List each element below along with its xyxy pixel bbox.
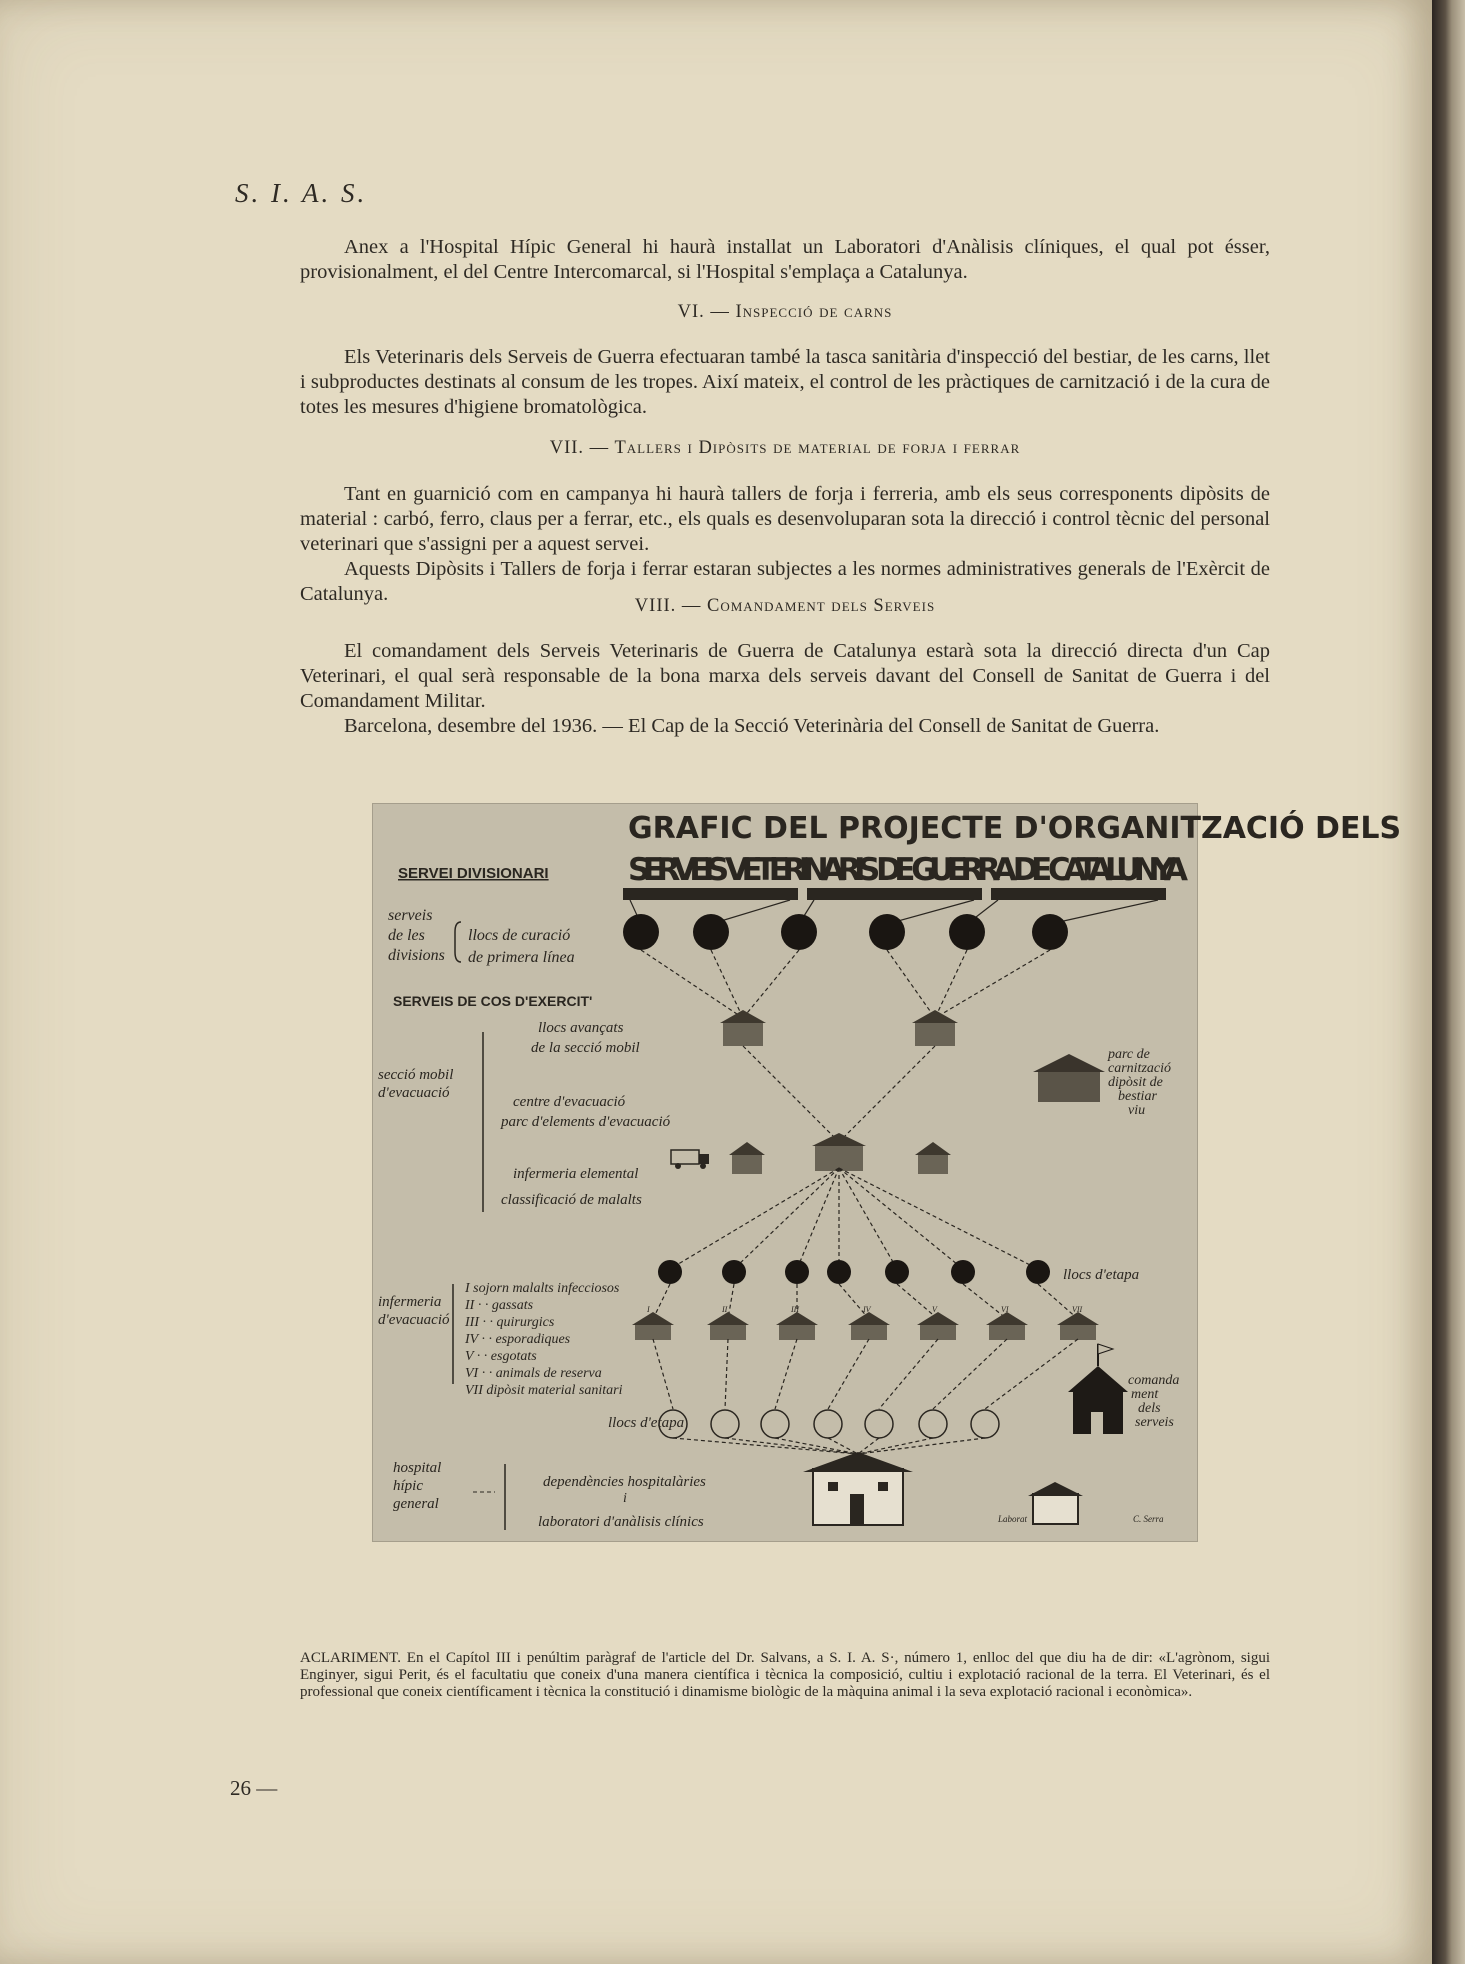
- lloc-etapa-circle: [827, 1260, 851, 1284]
- infermeria-item: III · · quirurgics: [465, 1315, 555, 1330]
- connector-line: [670, 1168, 839, 1269]
- infermeria-item: I sojorn malalts infecciosos: [465, 1281, 620, 1296]
- lloc-etapa-open-circle: [971, 1410, 999, 1438]
- paragraph-text: Tant en guarnició com en campanya hi haurà tallers de forja i ferreria, amb els seus corresponents dipòsits de material : carbó, ferro, claus per a ferrar, etc., els quals es desenvoluparan sota la direcció i control tècnic del personal veterinari que s'assigni per a aquest servei.: [300, 483, 1270, 555]
- connector-line: [1050, 900, 1158, 924]
- seccio-mobil-1: secció mobil: [378, 1067, 454, 1083]
- lloc-etapa-circle: [785, 1260, 809, 1284]
- dependencies-1: dependències hospitalàries: [543, 1474, 706, 1490]
- roman-numeral: III: [791, 1305, 799, 1314]
- infermeria-evacuacio-house-roof: [917, 1312, 959, 1325]
- connector-line: [775, 1339, 797, 1409]
- laboratori-building-icon: [1028, 1482, 1083, 1524]
- section-vii-body: [300, 482, 1270, 607]
- paragraph-text: Els Veterinaris dels Serveis de Guerra efectuaran també la tasca sanitària d'inspecció del bestiar, de les carns, llet i subproductes destinats al consum de les tropes. Així mateix, el control de les pràctiques de carnització i de la cura de totes les mesures d'higiene bromatològica.: [300, 346, 1270, 418]
- lloc-etapa-open-circle: [919, 1410, 947, 1438]
- roman-numeral: II: [722, 1305, 728, 1314]
- infermeria-item: II · · gassats: [465, 1298, 534, 1313]
- comandament-2: ment: [1131, 1387, 1159, 1402]
- serveis-label-3: divisions: [388, 947, 445, 964]
- infermeria-evacuacio-house: [851, 1324, 887, 1340]
- connector-line: [775, 1438, 858, 1454]
- hospital-building-icon: [803, 1452, 913, 1525]
- connector-line: [935, 950, 1050, 1018]
- infermeria-house-roof: [729, 1142, 765, 1155]
- seccio-mobil-house: [915, 1022, 955, 1046]
- connector-line: [734, 1168, 839, 1269]
- lloc-etapa-open-circle: [711, 1410, 739, 1438]
- connector-line: [839, 1046, 935, 1142]
- lloc-etapa-circle: [951, 1260, 975, 1284]
- centre-evacuacio-house: [815, 1145, 863, 1171]
- paragraph-text: Aquests Dipòsits i Tallers de forja i ferrar estaran subjectes a les normes administratives generals de l'Exèrcit de Catalunya.: [300, 558, 1270, 605]
- binding-spine: [1432, 0, 1465, 1964]
- llocs-etapa-right: llocs d'etapa: [1063, 1267, 1140, 1283]
- seccio-mobil-house-roof: [720, 1010, 766, 1023]
- parc-elements-house-roof: [915, 1142, 951, 1155]
- section-heading-vii: VII. — Tallers i Dipòsits de material de forja i ferrar: [549, 438, 1021, 458]
- llocs-curacio-2: de primera línea: [468, 949, 575, 966]
- lloc-etapa-open-circle: [814, 1410, 842, 1438]
- centre-evacuacio-2: parc d'elements d'evacuació: [501, 1114, 671, 1130]
- infermeria-evacuacio-house: [779, 1324, 815, 1340]
- title-bar-1: [623, 888, 798, 900]
- section-heading-viii: VIII. — Comandament dels Serveis: [634, 596, 936, 616]
- connector-line: [933, 1339, 1007, 1409]
- lloc-etapa-circle: [1026, 1260, 1050, 1284]
- parc-carnitzacio-building-icon: [1033, 1054, 1105, 1102]
- infermeria-item: IV · · esporadiques: [465, 1332, 571, 1347]
- section-vi-body: [300, 345, 1270, 420]
- lloc-etapa-circle: [885, 1260, 909, 1284]
- paragraph-laboratori: [300, 235, 1270, 285]
- title-bar-2: [807, 888, 982, 900]
- connector-line: [641, 950, 743, 1018]
- serveis-label-2: de les: [388, 927, 425, 944]
- signature: C. Serra: [1133, 1514, 1164, 1524]
- infermeria-items-list: [464, 1281, 623, 1398]
- hospital-2: hípic: [393, 1478, 423, 1494]
- roman-numeral: VI: [1001, 1305, 1009, 1314]
- connector-line: [935, 950, 967, 1018]
- primera-linea-circle: [693, 914, 729, 950]
- roman-numeral: VII: [1072, 1305, 1083, 1314]
- aclariment-note: ACLARIMENT. En el Capítol III i penúltim paràgraf de l'article del Dr. Salvans, a S. I. A. S·, número 1, enlloc del que diu ha de dir: «L'agrònom, sigui Enginyer, sigui Perit, és el facultatiu que coneix d'una manera científica i tècnica la composició, cultiu i explotació racional de la terra. El Veterinari, és el professional que coneix científicament i tècnica la constitució i dinamisme biològic de la màquina animal i la seva explotació racional i econòmica».: [300, 1650, 1270, 1700]
- serveis-label-1: serveis: [388, 907, 433, 924]
- infermeria-evacuacio-house: [989, 1324, 1025, 1340]
- seccio-mobil-house-roof: [912, 1010, 958, 1023]
- ambulance-icon: [671, 1150, 709, 1169]
- seccio-mobil-house: [723, 1022, 763, 1046]
- page-header: S. I. A. S.: [235, 178, 368, 208]
- connector-line: [743, 1046, 839, 1142]
- roman-numeral: I: [647, 1305, 650, 1314]
- infermeria-item: VI · · animals de reserva: [465, 1366, 602, 1381]
- centre-evacuacio-1: centre d'evacuació: [513, 1094, 626, 1110]
- comandament-building-icon: [1068, 1344, 1128, 1434]
- comandament-1: comanda: [1128, 1373, 1180, 1388]
- lloc-etapa-circle: [722, 1260, 746, 1284]
- infermeria-evacuacio-house-roof: [632, 1312, 674, 1325]
- brace-1: [455, 922, 461, 962]
- title-bar-3: [991, 888, 1166, 900]
- infermeria-house: [732, 1154, 762, 1174]
- connector-line: [673, 1438, 858, 1454]
- connector-line: [653, 1339, 673, 1409]
- serveis-cos-label: SERVEIS DE COS D'EXERCIT': [393, 993, 593, 1009]
- connector-line: [725, 1438, 858, 1454]
- section-heading-vi: VI. — Inspecció de carns: [677, 302, 893, 322]
- lloc-etapa-open-circle: [761, 1410, 789, 1438]
- connector-line: [839, 1168, 963, 1269]
- connector-line: [887, 950, 935, 1018]
- paragraph-text: Anex a l'Hospital Hípic General hi haurà installat un Laboratori d'Anàlisis clíniques, el qual pot ésser, provisionalment, el del Centre Intercomarcal, si l'Hospital s'emplaça a Catalunya.: [300, 236, 1270, 283]
- infermeria-evacuacio-house: [710, 1324, 746, 1340]
- comandament-3: dels: [1138, 1401, 1161, 1416]
- section-viii-body: [300, 639, 1270, 739]
- connector-line: [858, 1438, 985, 1454]
- figure-title-line-2: SERVEIS VETERINARIS DE GUERRA DE CATALUNYA: [628, 852, 1188, 888]
- primera-linea-circle: [781, 914, 817, 950]
- infermeria-item: VII dipòsit material sanitari: [465, 1383, 623, 1398]
- paragraph-text: Barcelona, desembre del 1936. — El Cap de la Secció Veterinària del Consell de Sanitat de Guerra.: [344, 715, 1160, 737]
- centre-evacuacio-house-roof: [812, 1133, 866, 1146]
- figure-title-line-1: GRAFIC DEL PROJECTE D'ORGANITZACIÓ DELS: [628, 811, 1402, 846]
- infermeria-evacuacio-house-roof: [707, 1312, 749, 1325]
- comandament-4: serveis: [1135, 1415, 1174, 1430]
- parc-label-2: carnització: [1108, 1061, 1171, 1076]
- diagram-nodes: [623, 900, 1158, 1454]
- primera-linea-circle: [949, 914, 985, 950]
- connector-line: [725, 1339, 728, 1409]
- connector-line: [879, 1339, 938, 1409]
- infermeria-elemental-1: infermeria elemental: [513, 1166, 639, 1182]
- lloc-etapa-open-circle: [865, 1410, 893, 1438]
- parc-elements-house: [918, 1154, 948, 1174]
- parc-label-4: bestiar: [1118, 1089, 1157, 1104]
- primera-linea-circle: [1032, 914, 1068, 950]
- dependencies-3: laboratori d'anàlisis clínics: [538, 1514, 704, 1530]
- hospital-3: general: [393, 1496, 439, 1512]
- infermeria-item: V · · esgotats: [465, 1349, 537, 1364]
- seccio-mobil-2: d'evacuació: [378, 1085, 450, 1101]
- connector-line: [828, 1438, 858, 1454]
- organization-chart-svg: [373, 804, 1402, 1541]
- servei-divisionari-label: SERVEI DIVISIONARI: [398, 865, 549, 882]
- connector-line: [797, 1168, 839, 1269]
- connector-line: [743, 950, 799, 1018]
- dependencies-2: i: [623, 1491, 627, 1506]
- organization-chart-figure: [372, 803, 1402, 1542]
- llocs-avancats-1: llocs avançats: [538, 1020, 624, 1036]
- connector-line: [839, 1168, 1038, 1269]
- infermeria-evacuacio-house: [635, 1324, 671, 1340]
- infermeria-evacuacio-house: [920, 1324, 956, 1340]
- infermeria-evacuacio-2: d'evacuació: [378, 1312, 450, 1328]
- infermeria-evacuacio-house: [1060, 1324, 1096, 1340]
- laboratori-label: Laborat: [998, 1514, 1028, 1524]
- llocs-curacio-1: llocs de curació: [468, 927, 571, 944]
- llocs-etapa-left: llocs d'etapa: [608, 1415, 685, 1431]
- page-number: 26 —: [230, 1776, 278, 1800]
- paragraph-text: El comandament dels Serveis Veterinaris de Guerra de Catalunya estarà sota la direcció directa d'un Cap Veterinari, el qual serà responsable de la bona marxa dels serveis davant del Consell de Sanitat de Guerra i del Comandament Militar.: [300, 640, 1270, 712]
- parc-label-3: dipòsit de: [1108, 1075, 1163, 1090]
- connector-line: [985, 1339, 1078, 1409]
- infermeria-evacuacio-1: infermeria: [378, 1294, 442, 1310]
- parc-label-5: viu: [1128, 1103, 1146, 1118]
- hospital-1: hospital: [393, 1460, 442, 1476]
- primera-linea-circle: [869, 914, 905, 950]
- connector-line: [711, 950, 743, 1018]
- infermeria-elemental-2: classificació de malalts: [501, 1192, 642, 1208]
- connector-line: [828, 1339, 869, 1409]
- connector-line: [839, 1168, 897, 1269]
- roman-numeral: V: [932, 1305, 937, 1314]
- primera-linea-circle: [623, 914, 659, 950]
- lloc-etapa-circle: [658, 1260, 682, 1284]
- parc-label-1: parc de: [1108, 1047, 1150, 1062]
- llocs-avancats-2: de la secció mobil: [531, 1040, 640, 1056]
- roman-numeral: IV: [863, 1305, 871, 1314]
